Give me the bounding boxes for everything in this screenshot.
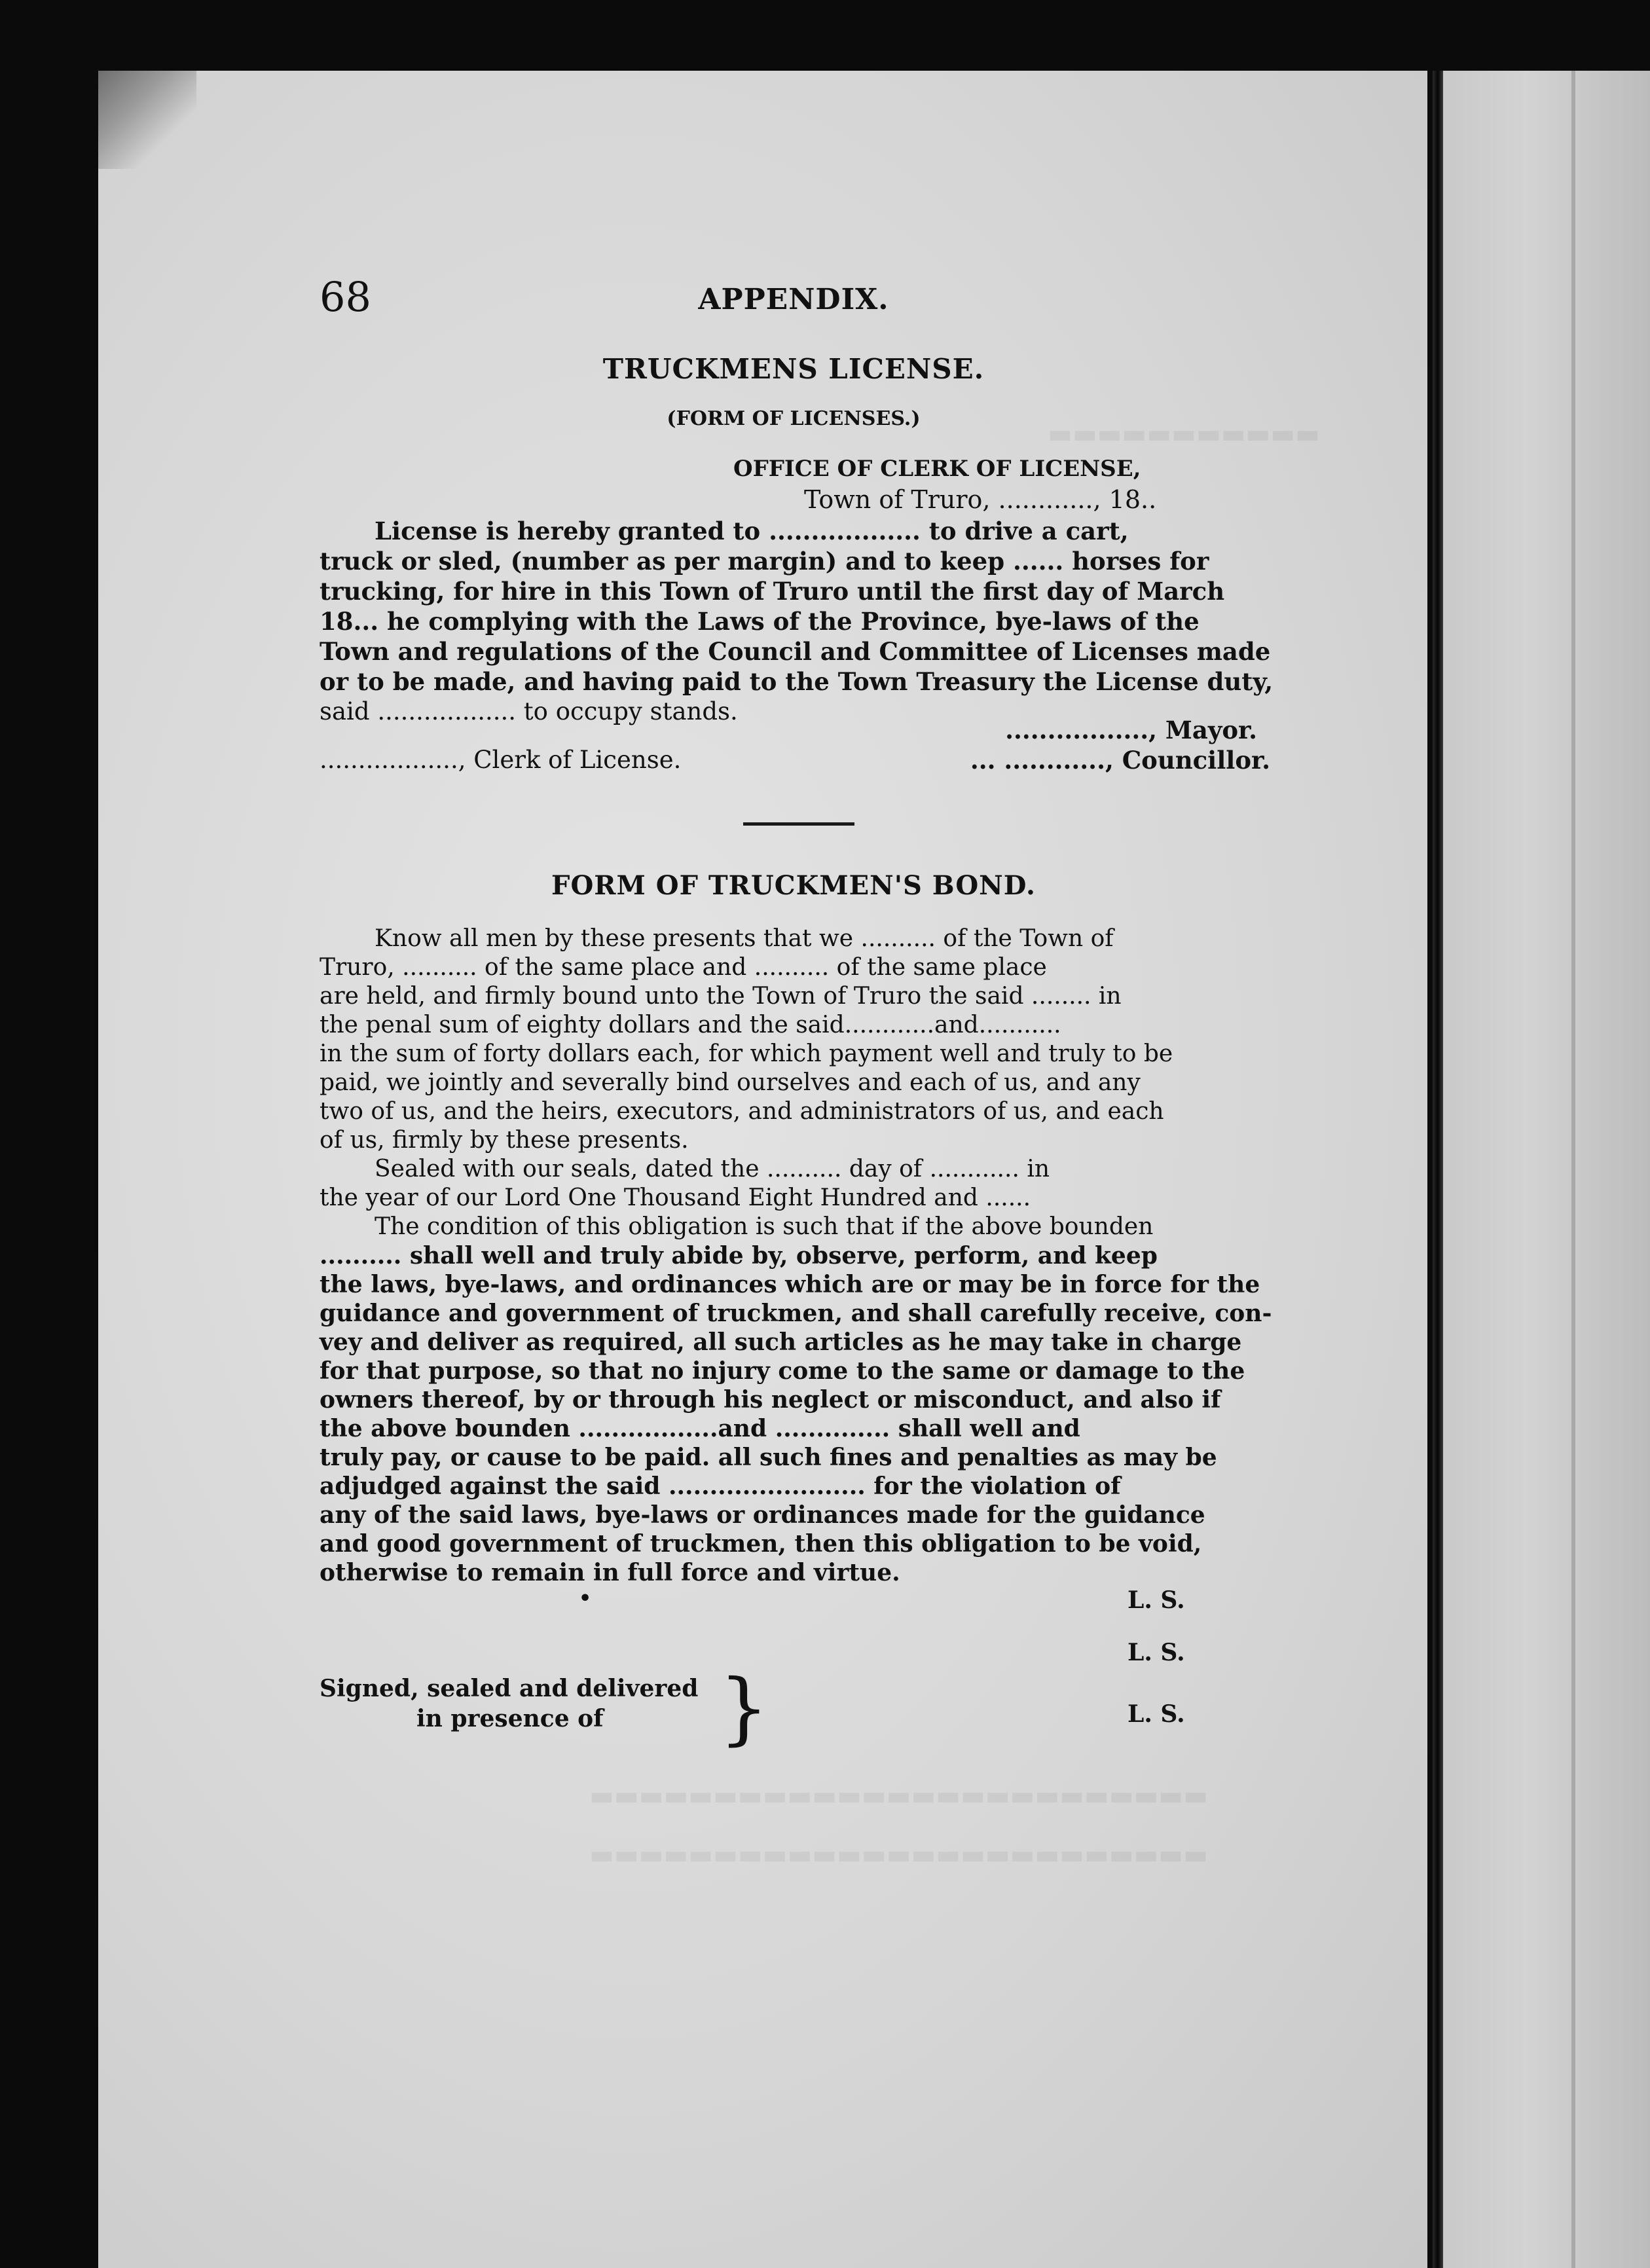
bond-line: the above bounden .................and .............. shall well and (320, 1415, 1080, 1442)
office-line: OFFICE OF CLERK OF LICENSE, (733, 456, 1141, 482)
bleed-through-texture: ▬▬▬▬▬▬▬▬▬▬▬▬▬▬▬▬▬▬▬▬▬▬▬▬▬ (589, 1840, 1208, 1870)
bond-line: guidance and government of truckmen, and shall carefully receive, con- (320, 1300, 1272, 1327)
bleed-through-texture: ▬▬▬▬▬▬▬▬▬▬▬▬▬▬▬▬▬▬▬▬▬▬▬▬▬ (589, 1781, 1208, 1811)
bond-line: Sealed with our seals, dated the .......... day of ............ in (375, 1156, 1050, 1182)
page-number: 68 (320, 273, 371, 321)
bond-line: for that purpose, so that no injury come to the same or damage to the (320, 1357, 1245, 1385)
license-line: Town and regulations of the Council and Committee of Licenses made (320, 637, 1271, 666)
running-head: APPENDIX. (698, 283, 889, 316)
bond-line: the penal sum of eighty dollars and the said............and........... (320, 1012, 1061, 1038)
brace-mark: } (719, 1663, 769, 1754)
license-title: TRUCKMENS LICENSE. (602, 353, 985, 385)
facing-page-edge (1443, 71, 1650, 2268)
bleed-through-texture: ▬▬▬▬▬▬▬▬▬▬▬ (1048, 419, 1320, 449)
bond-line: of us, firmly by these presents. (320, 1127, 689, 1154)
bond-line: otherwise to remain in full force and virtue. (320, 1559, 900, 1586)
witness-bullet: • (579, 1587, 592, 1610)
bond-line: Know all men by these presents that we .......... of the Town of (375, 925, 1114, 952)
bond-line: adjudged against the said ........................ for the violation of (320, 1472, 1121, 1500)
license-line: said .................. to occupy stands. (320, 697, 738, 725)
bond-line: vey and deliver as required, all such articles as he may take in charge (320, 1328, 1242, 1356)
page-corner-shadow (98, 71, 196, 169)
binding-fold (1433, 71, 1443, 2268)
bond-line: paid, we jointly and severally bind ourselves and each of us, and any (320, 1069, 1141, 1096)
mayor-signature-line: ................., Mayor. (1005, 716, 1257, 744)
seal-mark: L. S. (1128, 1700, 1185, 1728)
bond-line: in the sum of forty dollars each, for which payment well and truly to be (320, 1040, 1173, 1067)
bond-line: The condition of this obligation is such that if the above bounden (375, 1213, 1154, 1240)
bond-title: FORM OF TRUCKMEN'S BOND. (551, 870, 1036, 901)
bond-line: any of the said laws, bye-laws or ordinances made for the guidance (320, 1501, 1205, 1529)
bond-line: are held, and firmly bound unto the Town of Truro the said ........ in (320, 983, 1122, 1010)
license-subtitle: (FORM OF LICENSES.) (667, 407, 921, 430)
bond-line: and good government of truckmen, then this obligation to be void, (320, 1530, 1202, 1558)
license-line: truck or sled, (number as per margin) and to keep ...... horses for (320, 547, 1209, 576)
seal-mark: L. S. (1128, 1639, 1185, 1666)
councillor-signature-line: ... ............, Councillor. (970, 746, 1270, 775)
license-line: or to be made, and having paid to the Town Treasury the License duty, (320, 667, 1274, 696)
bond-line: Truro, .......... of the same place and .......... of the same place (320, 954, 1047, 981)
facing-page-margin (1571, 71, 1575, 2268)
license-line: trucking, for hire in this Town of Truro until the first day of March (320, 577, 1225, 606)
bond-line: owners thereof, by or through his neglect or misconduct, and also if (320, 1386, 1221, 1414)
bond-line: the laws, bye-laws, and ordinances which are or may be in force for the (320, 1271, 1260, 1298)
clerk-signature-line: .................., Clerk of License. (320, 746, 682, 774)
bond-line: .......... shall well and truly abide by, observe, perform, and keep (320, 1242, 1158, 1270)
bond-line: the year of our Lord One Thousand Eight Hundred and ...... (320, 1184, 1031, 1211)
in-presence-line: in presence of (416, 1705, 604, 1732)
section-divider (743, 822, 854, 826)
license-line: License is hereby granted to .................. to drive a cart, (375, 517, 1129, 545)
town-date-line: Town of Truro, ............, 18.. (804, 485, 1157, 514)
bond-line: two of us, and the heirs, executors, and administrators of us, and each (320, 1098, 1164, 1125)
seal-mark: L. S. (1128, 1586, 1185, 1614)
bond-line: truly pay, or cause to be paid. all such fines and penalties as may be (320, 1444, 1217, 1471)
signed-sealed-line: Signed, sealed and delivered (320, 1675, 699, 1702)
license-line: 18... he complying with the Laws of the Province, bye-laws of the (320, 607, 1200, 636)
